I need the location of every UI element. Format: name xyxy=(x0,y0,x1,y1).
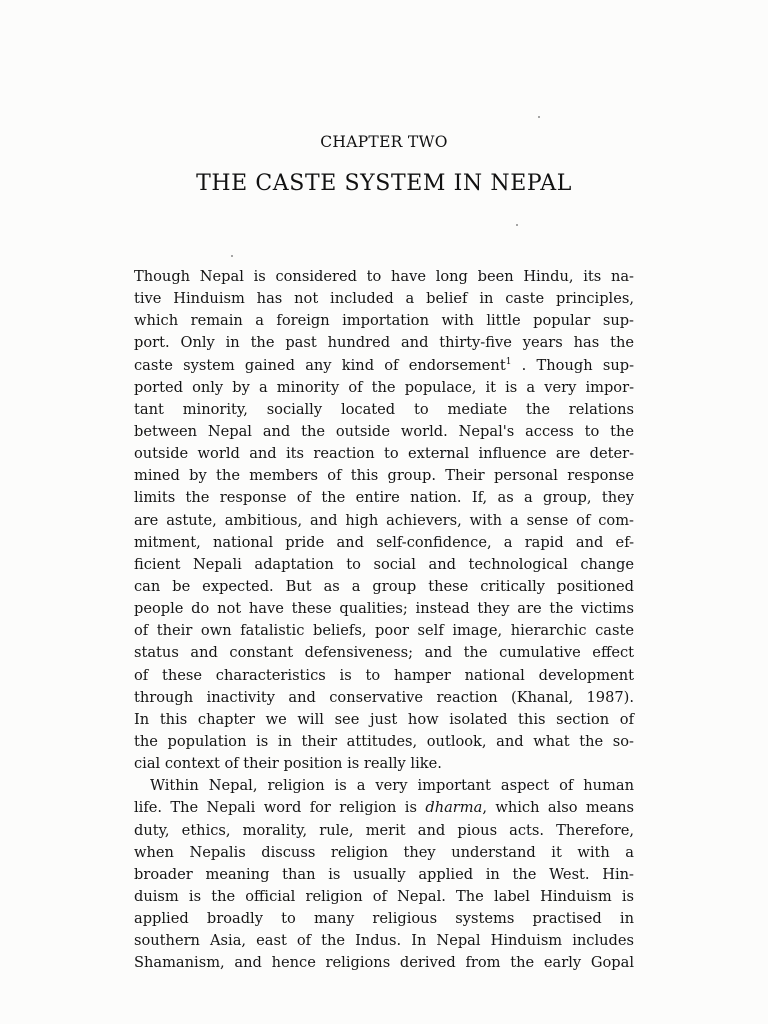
text-fragment: caste system gained any kind of endorsement xyxy=(134,356,506,374)
text-line: which remain a foreign importation with little popular sup- xyxy=(134,312,634,330)
text-fragment: . Though sup- xyxy=(511,356,634,374)
text-line: status and constant defensiveness; and the cumulative effect xyxy=(134,644,634,662)
scan-speck xyxy=(516,224,518,226)
text-line: In this chapter we will see just how isolated this section of xyxy=(134,710,634,728)
text-line: southern Asia, east of the Indus. In Nepal Hinduism includes xyxy=(134,932,634,950)
text-line: broader meaning than is usually applied in the West. Hin- xyxy=(134,865,634,883)
text-line: people do not have these qualities; instead they are the victims xyxy=(134,600,634,618)
text-line xyxy=(134,355,634,377)
text-line: of their own fatalistic beliefs, poor self image, hierarchic caste xyxy=(134,622,634,640)
text-line: ficient Nepali adaptation to social and technological change xyxy=(134,555,634,573)
scan-speck xyxy=(538,116,540,118)
body-text xyxy=(134,266,634,975)
text-line: cial context of their position is really like. xyxy=(134,755,442,773)
text-line xyxy=(134,797,634,819)
text-line: Shamanism, and hence religions derived from the early Gopal xyxy=(134,954,634,972)
text-line: of these characteristics is to hamper national development xyxy=(134,666,634,684)
text-line: Though Nepal is considered to have long been Hindu, its na- xyxy=(134,268,634,285)
text-line: tant minority, socially located to mediate the relations xyxy=(134,400,634,418)
text-line: are astute, ambitious, and high achievers, with a sense of com- xyxy=(134,511,634,529)
text-fragment: life. The Nepali word for religion is xyxy=(134,799,426,817)
chapter-number: CHAPTER TWO xyxy=(320,133,448,151)
text-line: mitment, national pride and self-confidence, a rapid and ef- xyxy=(134,533,634,551)
text-line: through inactivity and conservative reaction (Khanal, 1987). xyxy=(134,688,634,706)
text-fragment: , which also means xyxy=(482,799,634,817)
text-line: duism is the official religion of Nepal. The label Hinduism is xyxy=(134,887,634,905)
scan-speck xyxy=(231,255,233,257)
text-line: applied broadly to many religious systems practised in xyxy=(134,910,634,928)
italic-term: dharma xyxy=(425,799,483,817)
text-line: can be expected. But as a group these critically positioned xyxy=(134,577,634,595)
text-line: between Nepal and the outside world. Nepal's access to the xyxy=(134,422,634,440)
text-line: tive Hinduism has not included a belief in caste principles, xyxy=(134,290,634,308)
text-line: mined by the members of this group. Their personal response xyxy=(134,467,634,485)
text-line: the population is in their attitudes, outlook, and what the so- xyxy=(134,732,634,750)
text-line: ported only by a minority of the populace, it is a very impor- xyxy=(134,378,634,396)
text-line: port. Only in the past hundred and thirty-five years has the xyxy=(134,334,634,352)
chapter-title: THE CASTE SYSTEM IN NEPAL xyxy=(196,171,572,196)
text-line: outside world and its reaction to external influence are deter- xyxy=(134,445,634,463)
text-line: limits the response of the entire nation. If, as a group, they xyxy=(134,489,634,507)
text-line: duty, ethics, morality, rule, merit and pious acts. Therefore, xyxy=(134,821,634,839)
text-line: when Nepalis discuss religion they understand it with a xyxy=(134,843,634,861)
footnote-marker: 1 xyxy=(505,356,512,367)
text-line: Within Nepal, religion is a very important aspect of human xyxy=(150,777,634,795)
